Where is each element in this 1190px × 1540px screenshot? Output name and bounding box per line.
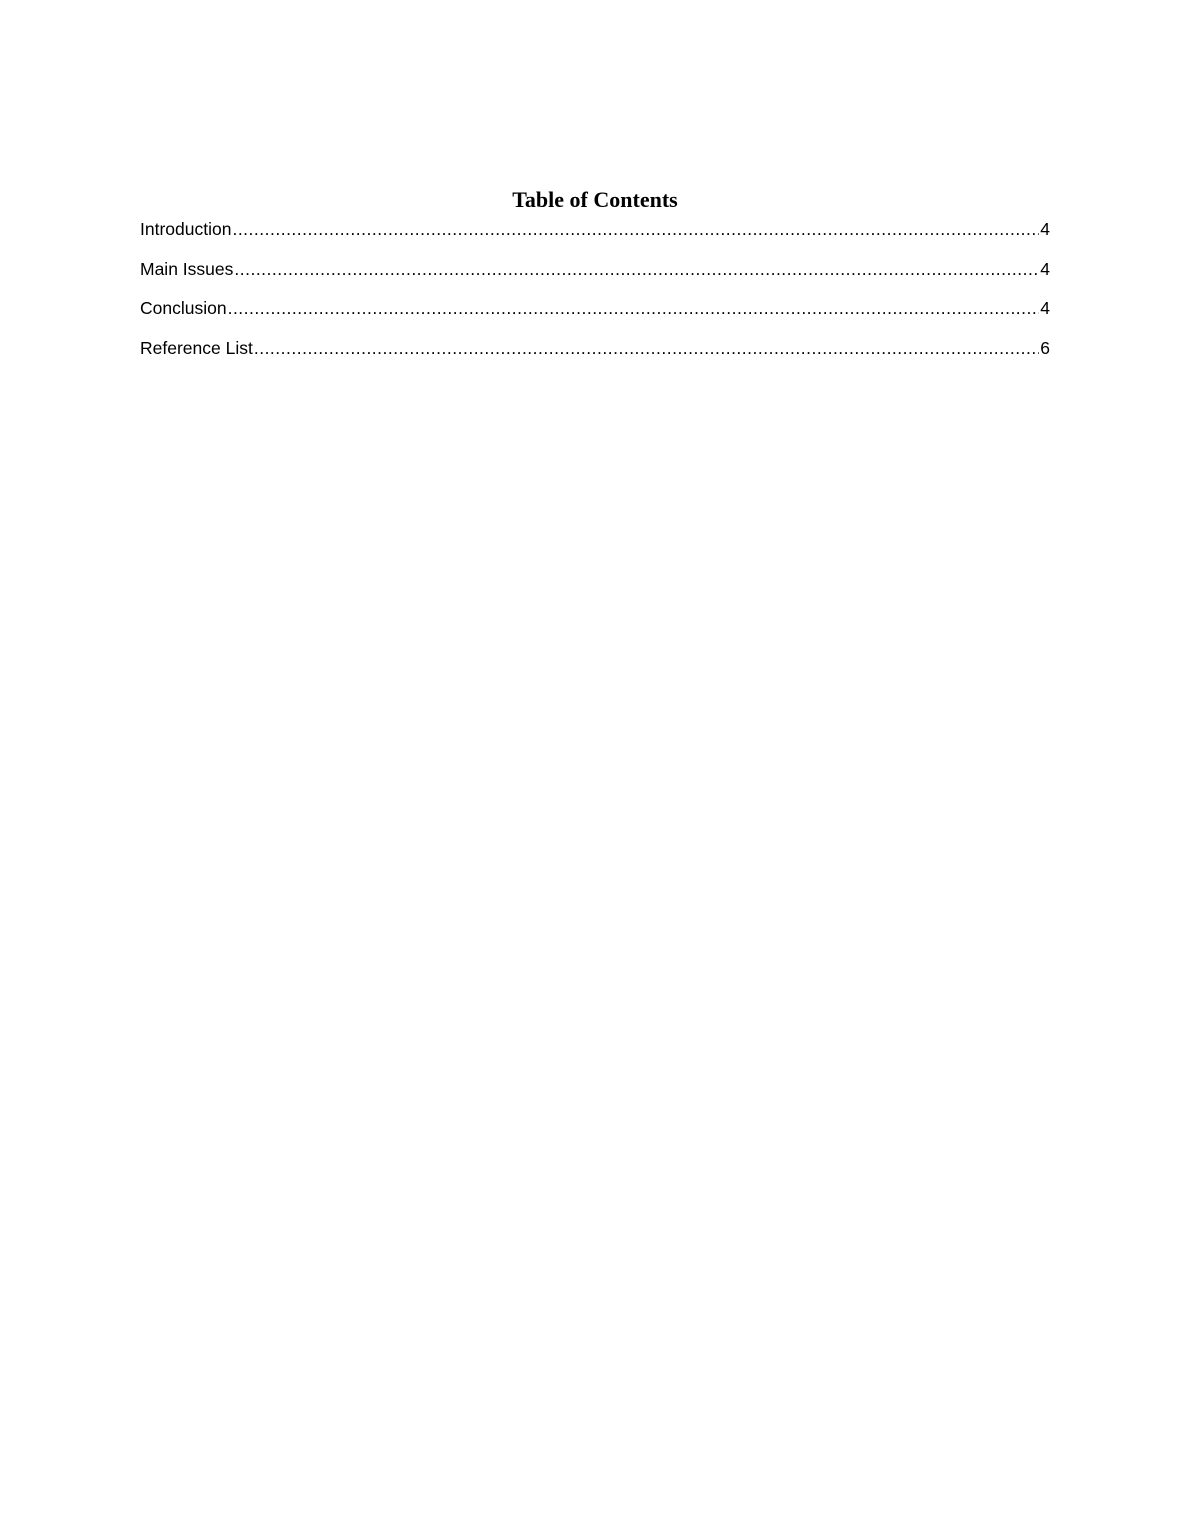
toc-page-number: 6 xyxy=(1040,337,1050,358)
toc-entry-main-issues[interactable] xyxy=(140,259,1050,299)
toc-entry-label: Introduction xyxy=(140,219,232,239)
toc-list xyxy=(140,219,1050,377)
toc-dot-leader xyxy=(232,219,1039,240)
toc-entry-label: Conclusion xyxy=(140,298,227,318)
toc-entry-conclusion[interactable] xyxy=(140,298,1050,338)
toc-dot-leader xyxy=(228,298,1040,319)
toc-entry-reference-list[interactable] xyxy=(140,338,1050,378)
toc-entry-label: Main Issues xyxy=(140,258,234,279)
toc-title: Table of Contents xyxy=(512,187,678,212)
toc-page-number: 4 xyxy=(1040,298,1050,318)
toc-dot-leader xyxy=(234,259,1039,280)
toc-dot-leader xyxy=(254,338,1039,359)
toc-entry-label: Reference List xyxy=(140,337,253,358)
toc-entry-introduction[interactable] xyxy=(140,219,1050,259)
toc-page-number: 4 xyxy=(1040,219,1050,239)
toc-page-number: 4 xyxy=(1040,258,1050,279)
